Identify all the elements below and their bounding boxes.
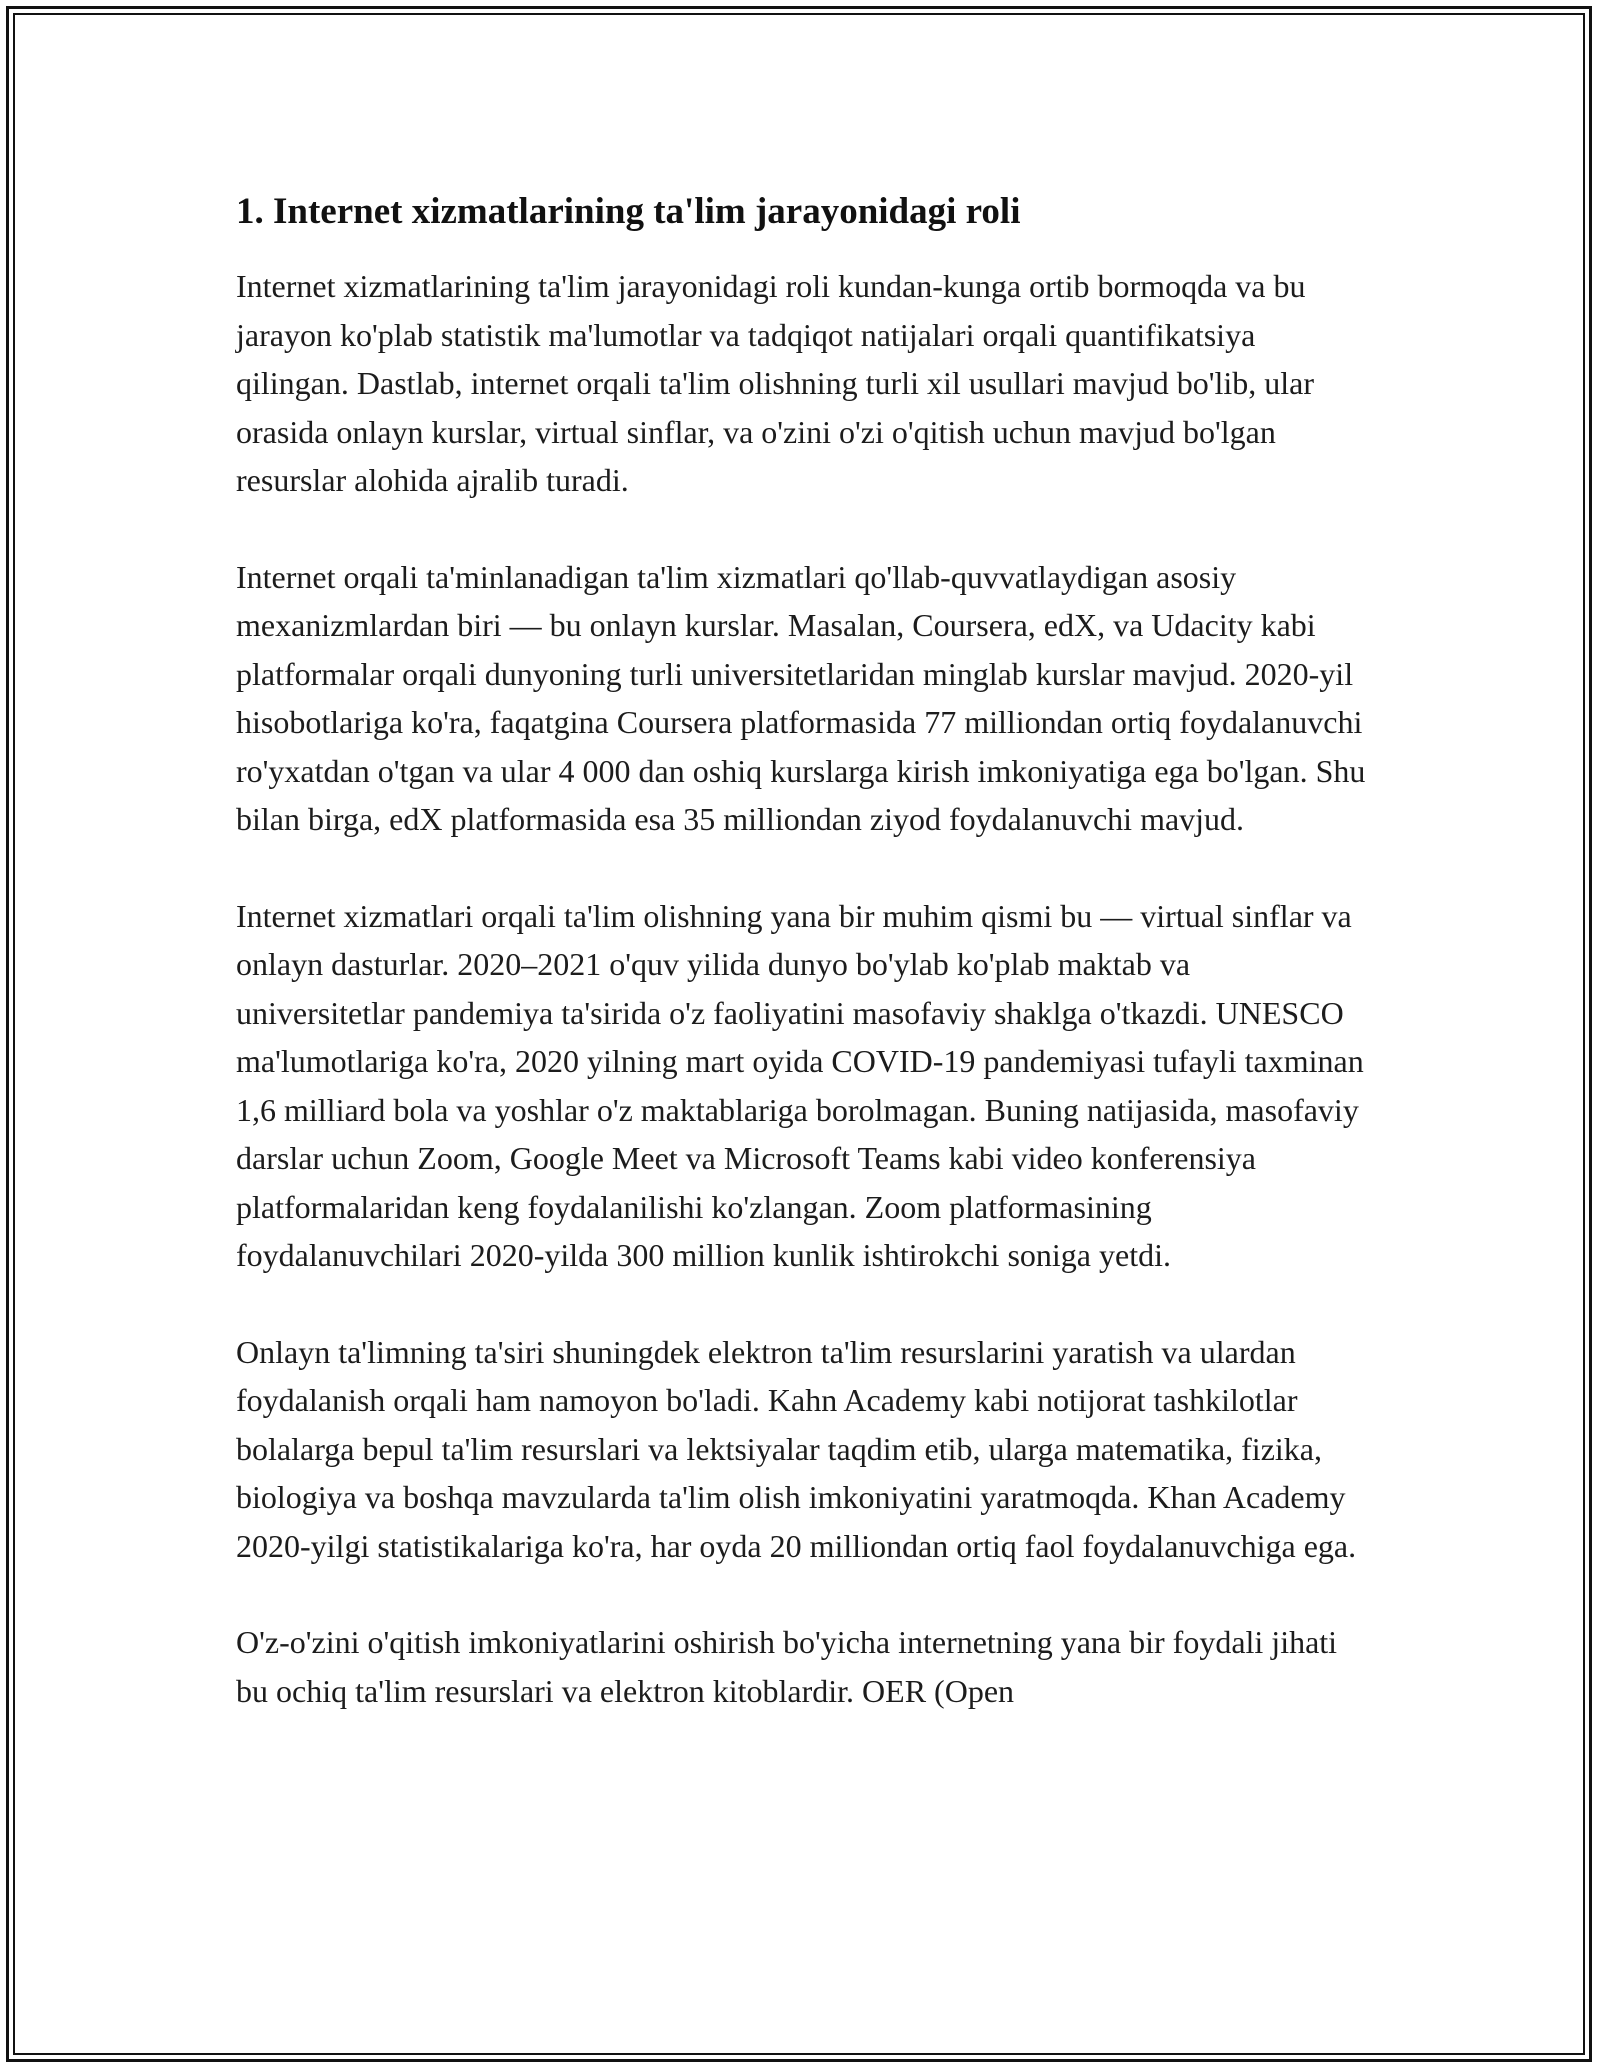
paragraph-elearning-resources: Onlayn ta'limning ta'siri shuningdek elektron ta'lim resurslarini yaratish va ulardan foydalanish orqali ham namoyon bo'ladi. Kahn Academy kabi notijorat tashkilotlar bolalarga bepul ta'lim resurslari va lektsiyalar taqdim etib, ularga matematika, fizika, biologiya va boshqa mavzularda ta'lim olish imkoniyatini yaratmoqda. Khan Academy 2020-yilgi statistikalariga ko'ra, har oyda 20 milliondan ortiq faol foydalanuvchiga ega. (236, 1333, 1357, 1564)
paragraph-self-learning: O'z-o'zini o'qitish imkoniyatlarini oshirish bo'yicha internetning yana bir foydali jihati bu ochiq ta'lim resurslari va elektron kitoblardir. OER (Open (236, 1624, 1338, 1709)
section-heading: 1. Internet xizmatlarining ta'lim jarayonidagi roli (236, 191, 1021, 232)
paragraph-intro: Internet xizmatlarining ta'lim jarayonidagi roli kundan-kunga ortib bormoqda va bu jarayon ko'plab statistik ma'lumotlar va tadqiqot natijalari orqali quantifikatsiya qilingan. Dastlab, internet orqali ta'lim olishning turli xil usullari mavjud bo'lib, ular orasida onlayn kurslar, virtual sinflar, va o'zini o'zi o'qitish uchun mavjud bo'lgan resurslar alohida ajralib turadi. (236, 268, 1315, 498)
paragraph-virtual-classes: Internet xizmatlari orqali ta'lim olishning yana bir muhim qismi bu — virtual sinflar va onlayn dasturlar. 2020–2021 o'quv yilida dunyo bo'ylab ko'plab maktab va universitetlar pandemiya ta'sirida o'z faoliyatini masofaviy shaklga o'tkazdi. UNESCO ma'lumotlariga ko'ra, 2020 yilning mart oyida COVID-19 pandemiyasi tufayli taxminan 1,6 milliard bola va yoshlar o'z maktablariga borolmagan. Buning natijasida, masofaviy darslar uchun Zoom, Google Meet va Microsoft Teams kabi video konferensiya platformalaridan keng foydalanilishi ko'zlangan. Zoom platformasining foydalanuvchilari 2020-yilda 300 million kunlik ishtirokchi soniga yetdi. (236, 897, 1364, 1273)
paragraph-online-courses: Internet orqali ta'minlanadigan ta'lim xizmatlari qo'llab-quvvatlaydigan asosiy mexanizmlardan biri — bu onlayn kurslar. Masalan, Coursera, edX, va Udacity kabi platformalar orqali dunyoning turli universitetlaridan minglab kurslar mavjud. 2020-yil hisobotlariga ko'ra, faqatgina Coursera platformasida 77 milliondan ortiq foydalanuvchi ro'yxatdan o'tgan va ular 4 000 dan oshiq kurslarga kirish imkoniyatiga ega bo'lgan. Shu bilan birga, edX platformasida esa 35 milliondan ziyod foydalanuvchi mavjud. (236, 558, 1366, 837)
document-body (236, 188, 1366, 1763)
